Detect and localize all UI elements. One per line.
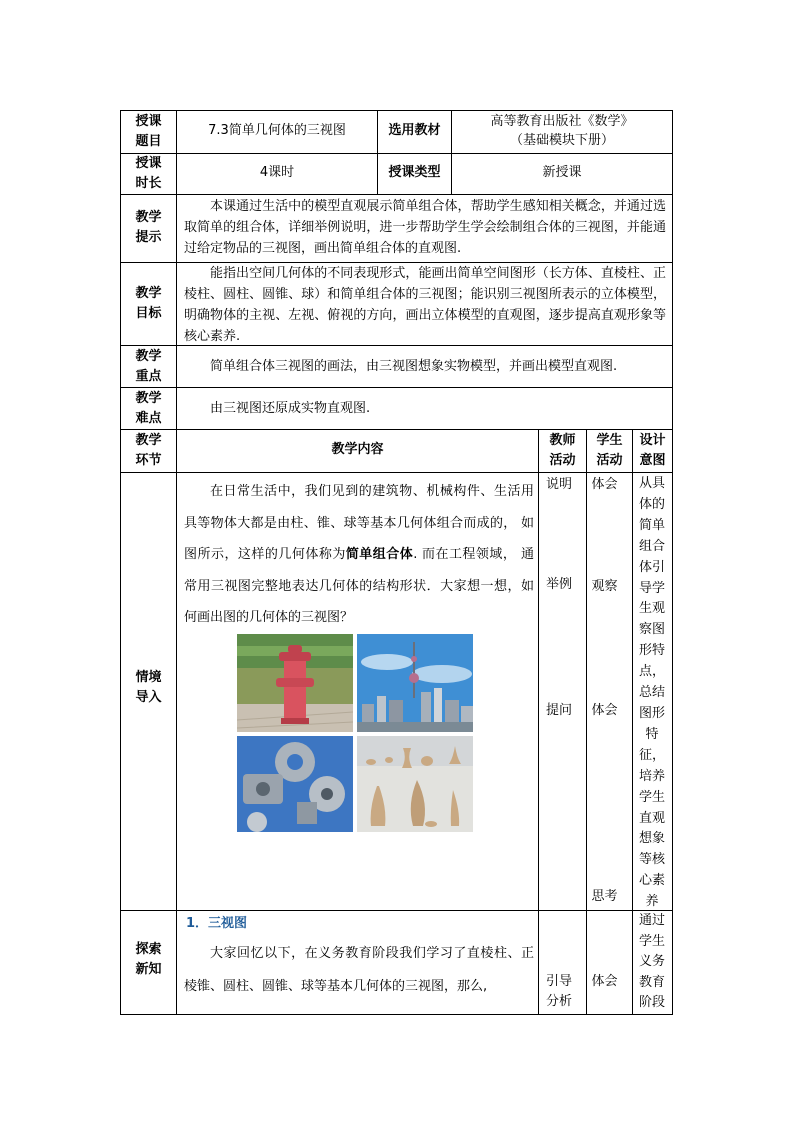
- label-goal: 教学 目标: [135, 286, 162, 321]
- explore-paragraph: 大家回忆以下，在义务教育阶段我们学习了直棱柱、正棱锥、圆柱、圆锥、球等基本几何体的三视图，那么,: [184, 946, 534, 994]
- lesson-type-value: 新授课: [542, 165, 582, 180]
- student-activity: 体会: [591, 703, 618, 718]
- col-divider: [176, 110, 177, 1015]
- photo-machine-parts: [237, 736, 353, 832]
- label-intro: 情境 导入: [135, 670, 162, 705]
- row-divider: [120, 429, 673, 430]
- table-border-right: [672, 110, 673, 1015]
- header-student: 学生 活动: [596, 433, 623, 468]
- table-border-top: [120, 110, 673, 111]
- explore-student-activity: 体会: [591, 974, 618, 989]
- photo-vases: [357, 736, 473, 832]
- explore-teacher-activity: 引导 分析: [545, 974, 572, 1009]
- label-duration: 授课 时长: [135, 156, 162, 191]
- table-border-bottom: [120, 1014, 673, 1015]
- label-lesson-type: 授课类型: [388, 165, 441, 180]
- row-divider: [120, 194, 673, 195]
- row-divider: [120, 387, 673, 388]
- intro-design-intent: 从具体的简单组合体引导学生观察图形特点，总结图形特征，培养学生直观想象等核心素养: [638, 476, 665, 910]
- header-stage: 教学 环节: [135, 433, 162, 468]
- photo-city-skyline: [357, 634, 473, 732]
- label-difficulty: 教学 难点: [135, 391, 162, 426]
- hint-text: 本课通过生活中的模型直观展示简单组合体，帮助学生感知相关概念，并通过选取简单的组合体，详细举例说明，进一步帮助学生学会绘制组合体的三视图，并能通过给定物品的三视图，画出简单组合体的直观图.: [184, 199, 666, 256]
- row-divider: [120, 153, 673, 154]
- term-simple-composite: 简单组合体: [345, 547, 414, 562]
- difficulty-text: 由三视图还原成实物直观图.: [210, 401, 371, 416]
- explore-design-intent: 通过学生义务教育阶段: [638, 913, 665, 1010]
- row-divider: [120, 910, 673, 911]
- key-text: 简单组合体三视图的画法，由三视图想象实物模型，并画出模型直观图.: [210, 359, 618, 374]
- goal-text: 能指出空间几何体的不同表现形式，能画出简单空间图形（长方体、直棱柱、正棱柱、圆柱、圆锥、球）和简单组合体的三视图；能识别三视图所表示的立体模型，明确物体的主视、左视、俯视的方向，画出立体模型的直观图，逐步提高直观形象等核心素养.: [184, 266, 666, 344]
- lesson-title: 7.3简单几何体的三视图: [208, 123, 346, 138]
- student-activity: 体会: [591, 477, 618, 492]
- col-divider: [632, 429, 633, 1015]
- student-activity: 观察: [591, 579, 618, 594]
- section-heading-three-views: 1．三视图: [186, 916, 248, 931]
- label-hint: 教学 提示: [135, 210, 162, 245]
- intro-teacher-activities: [539, 473, 586, 910]
- label-topic: 授课 题目: [135, 114, 162, 149]
- teacher-activity: 举例: [545, 577, 572, 592]
- textbook-name: 高等教育出版社《数学》 （基础模块下册）: [490, 114, 634, 148]
- intro-student-activities: [587, 473, 632, 910]
- teacher-activity: 说明: [545, 477, 572, 492]
- teacher-activity: 提问: [545, 703, 572, 718]
- header-intent: 设计 意图: [639, 433, 666, 468]
- photo-fire-hydrant: [237, 634, 353, 732]
- label-textbook: 选用教材: [388, 123, 441, 138]
- header-content: 教学内容: [331, 442, 384, 457]
- label-key: 教学 重点: [135, 349, 162, 384]
- intro-paragraph: 在日常生活中，我们见到的建筑物、机械构件、生活用具等物体大都是由柱、锥、球等基本几何体组合而成的， 如图所示，这样的几何体称为简单组合体. 而在工程领域， 通常用三视图完整地表达几何体的结构形状．大家想一想，如何画出图的几何体的三视图？: [184, 484, 534, 625]
- label-explore: 探索 新知: [135, 942, 162, 977]
- student-activity: 思考: [591, 889, 618, 904]
- header-teacher: 教师 活动: [549, 433, 576, 468]
- duration-value: 4课时: [259, 165, 295, 180]
